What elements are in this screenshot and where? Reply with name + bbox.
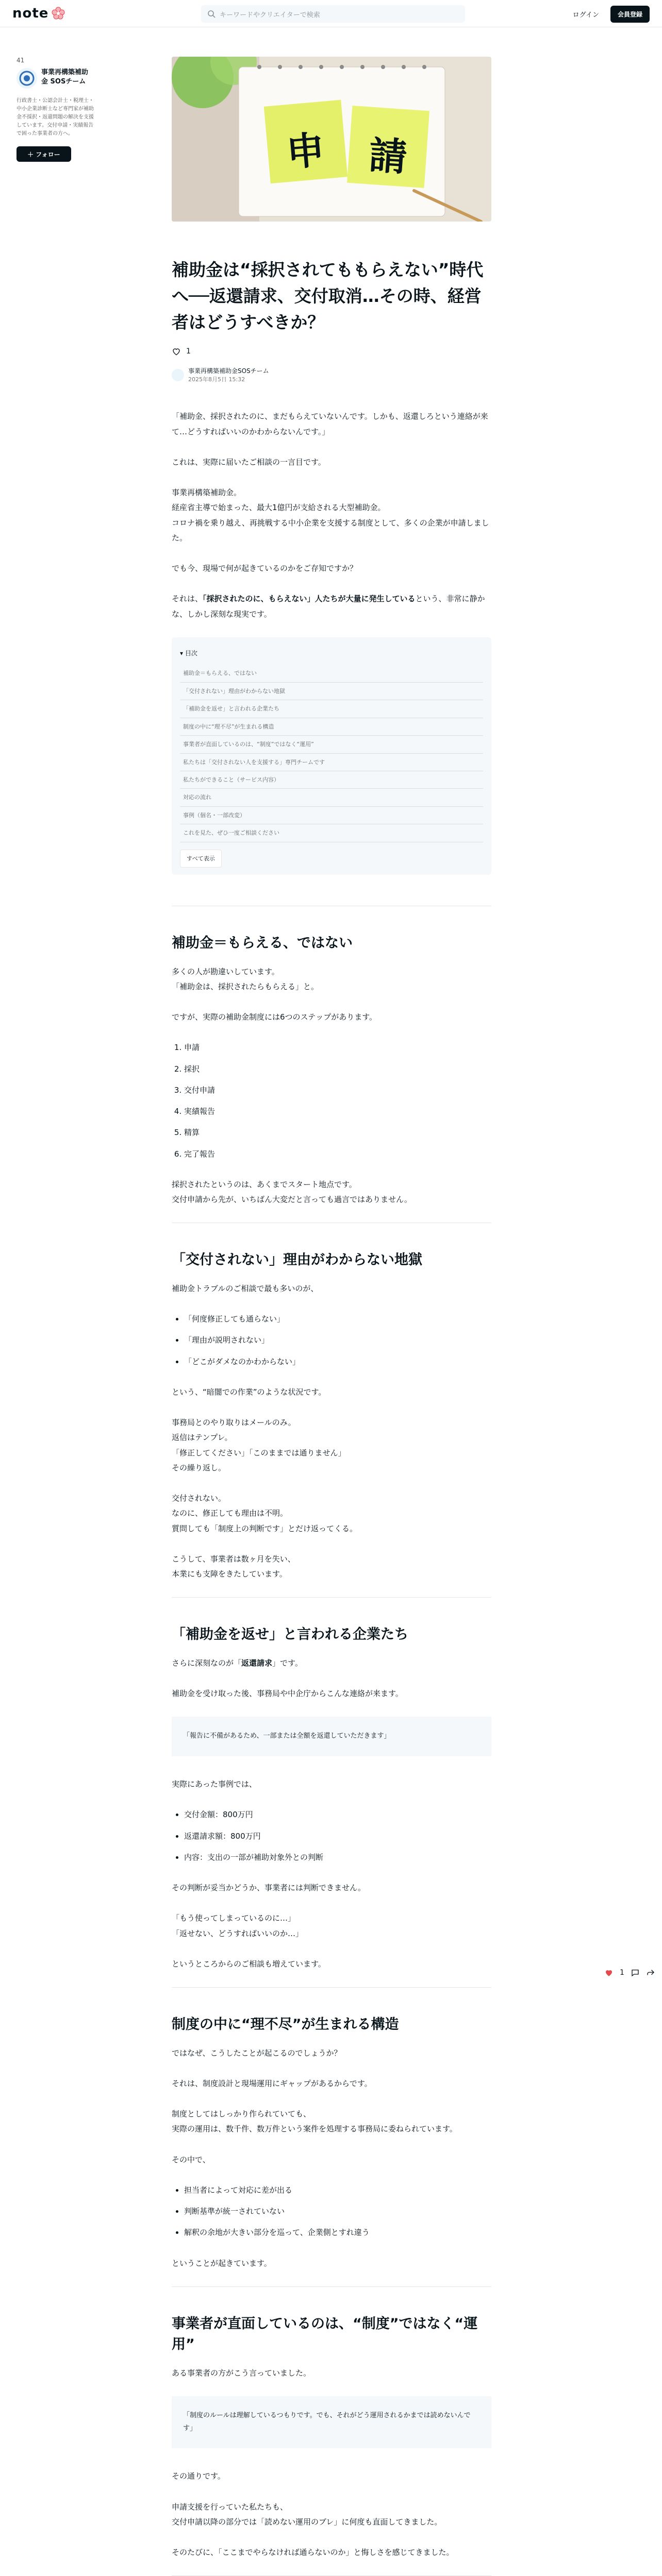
section-divider — [172, 2286, 491, 2287]
section-divider — [172, 1987, 491, 1988]
s2-p4: 交付されない。 なのに、修正しても理由は不明。 質問しても「制度上の判断です」とだけ返ってくる。 — [172, 1494, 358, 1533]
step-item: 4. 実績報告 — [184, 1104, 491, 1119]
author-avatar[interactable] — [16, 68, 37, 89]
intro-p3: 事業再構築補助金。 経産省主導で始まった、最大1億円が支給される大型補助金。 コロナ禍を乗り越え、再挑戦する中小企業を支援する制度として、多くの企業が申請しました。 — [172, 488, 489, 543]
login-link[interactable]: ログイン — [572, 11, 599, 19]
toc-item[interactable]: 制度の中に“理不尽”が生まれる構造 — [180, 718, 483, 736]
toc-item[interactable]: 事業者が直面しているのは、“制度”ではなく“運用” — [180, 736, 483, 753]
like-row — [172, 347, 491, 356]
header — [0, 0, 662, 27]
search-placeholder: キーワードやクリエイターで検索 — [220, 11, 320, 19]
hero-image — [172, 57, 491, 222]
s1-p3: 採択されたというのは、あくまでスタート地点です。 交付申請から先が、いちばん大変だと言っても過言ではありません。 — [172, 1179, 412, 1205]
plus-icon: ＋ — [27, 150, 34, 158]
s4-p3: 制度としてはしっかり作られていても、 実際の運用は、数千件、数万件という案件を処理する事務局に委ねられています。 — [172, 2109, 457, 2134]
steps-list — [184, 1040, 491, 1162]
article-author[interactable]: 事業再構築補助金SOSチーム — [188, 367, 269, 375]
s3-p1: さらに深刻なのが「返還請求」です。 — [172, 1658, 303, 1668]
share-icon[interactable] — [646, 1968, 655, 1977]
s2-p3: 事務局とのやり取りはメールのみ。 返信はテンプレ。 「修正してください」「このままでは通りません」 その繰り返し。 — [172, 1418, 346, 1472]
intro-p5 — [172, 591, 491, 622]
like-count[interactable]: 1 — [186, 347, 191, 356]
follow-label: フォロー — [36, 150, 60, 158]
step-item: 3. 交付申請 — [184, 1083, 491, 1098]
author-description: 行政書士・公認会計士・税理士・中小企業診断士など専門家が補助金不採択・返還問題の解決を支援しています。交付申請・実績報告で困った事業者の方へ。 — [16, 98, 94, 137]
quote-block: 「制度のルールは理解しているつもりです。でも、それがどう運用されるかまでは読めないんです」 — [172, 2396, 491, 2448]
s2-p2: という、“暗闇での作業”のような状況です。 — [172, 1387, 326, 1397]
problem-list — [184, 1312, 491, 1369]
intro-p2: これは、実際に届いたご相談の一言目です。 — [172, 457, 326, 467]
section-heading-5: 事業者が直面しているのは、“制度”ではなく“運用” — [172, 2315, 478, 2353]
quote-block: 「報告に不備があるため、一部または全額を返還していただきます」 — [172, 1717, 491, 1756]
toc-item[interactable]: 私たちができること（サービス内容） — [180, 771, 483, 789]
s3-p4: その判断が妥当かどうか、事業者には判断できません。 — [172, 1883, 366, 1893]
toc-item[interactable]: 「補助金を返せ」と言われる企業たち — [180, 700, 483, 718]
note-logo[interactable] — [12, 6, 65, 21]
case-list — [184, 1807, 491, 1865]
toc-item[interactable]: 対応の流れ — [180, 789, 483, 806]
step-item: 6. 完了報告 — [184, 1147, 491, 1162]
sidebar-count: 41 — [16, 57, 25, 64]
article-title: 補助金は“採択されてももらえない”時代へ──返還請求、交付取消…その時、経営者はどうすべきか？ — [172, 260, 484, 333]
author-avatar-small[interactable] — [172, 369, 184, 381]
table-of-contents — [172, 637, 491, 875]
signup-button[interactable]: 会員登録 — [610, 6, 650, 23]
article — [172, 57, 491, 2576]
cause-item: • 担当者によって対応に差が出る — [184, 2183, 491, 2198]
heart-icon[interactable] — [172, 347, 181, 356]
hero-char-1: 申 — [284, 127, 327, 176]
author-sidebar — [16, 57, 94, 162]
s3-p6: というところからのご相談も増えています。 — [172, 1959, 326, 1969]
search-input[interactable] — [201, 5, 465, 23]
s1-p2: ですが、実際の補助金制度には6つのステップがあります。 — [172, 1012, 377, 1022]
step-item: 5. 精算 — [184, 1125, 491, 1140]
s5-p1: ある事業者の方がこう言っていました。 — [172, 2368, 311, 2378]
author-row — [172, 366, 491, 383]
hero-illustration — [172, 57, 491, 222]
problem-item: • 「どこがダメなのかわからない」 — [184, 1354, 491, 1369]
s5-p4: そのたびに、「ここまでやらなければ通らないのか」と悔しさを感じてきました。 — [172, 2548, 454, 2557]
logo-text: note — [12, 6, 49, 21]
case-item: • 返還請求額：800万円 — [184, 1829, 491, 1844]
s1-p1: 多くの人が勘違いしています。 「補助金は、採択されたらもらえる」と。 — [172, 967, 319, 991]
author-name[interactable]: 事業再構築補助金 SOSチーム — [41, 69, 89, 86]
toc-show-all-button[interactable]: すべて表示 — [180, 850, 222, 868]
intro-p5-pre: それは、 — [172, 594, 203, 604]
case-item: • 内容：支出の一部が補助対象外との判断 — [184, 1850, 491, 1865]
toc-item[interactable]: これを見た、ぜひ一度ご相談ください — [180, 824, 483, 842]
article-date: 2025年8月5日 15:32 — [188, 376, 245, 383]
flower-icon — [52, 7, 65, 20]
intro-p5-strong: 「採択されたのに、もらえない」人たちが大量に発生している — [203, 594, 416, 604]
cause-item: • 判断基準が統一されていない — [184, 2204, 491, 2219]
s3-p2: 補助金を受け取った後、事務局や中企庁からこんな連絡が来ます。 — [172, 1689, 403, 1699]
article-body — [172, 409, 491, 2576]
s4-p1: ではなぜ、こうしたことが起こるのでしょうか？ — [172, 2048, 342, 2058]
s4-p2: それは、制度設計と現場運用にギャップがあるからです。 — [172, 2078, 372, 2088]
s3-p5: 「もう使ってしまっているのに…」 「返せない、どうすればいいのか…」 — [172, 1913, 304, 1938]
toc-item[interactable]: 「交付されない」理由がわからない地獄 — [180, 683, 483, 700]
toc-heading: ▾ 目次 — [180, 649, 197, 657]
hero-char-2: 請 — [367, 133, 409, 180]
cause-list — [184, 2183, 491, 2241]
section-heading-1: 補助金＝もらえる、ではない — [172, 935, 353, 952]
step-item: 2. 採択 — [184, 1062, 491, 1077]
s5-p3: 申請支援を行っていた私たちも、 交付申請以降の部分では「読めない運用のブレ」に何度も直面してきました。 — [172, 2502, 442, 2527]
toc-item[interactable]: 私たちは「交付されない人を支援する」専門チームです — [180, 754, 483, 771]
floating-like-count[interactable]: 1 — [620, 1969, 624, 1977]
toc-item[interactable]: 補助金＝もらえる、ではない — [180, 665, 483, 682]
section-divider — [172, 1597, 491, 1598]
s3-p3: 実際にあった事例では、 — [172, 1780, 257, 1789]
intro-p5-post: という、非常に静かな、しかし深刻な現実です。 — [172, 594, 485, 619]
s2-p5: こうして、事業者は数ヶ月を失い、 本業にも支障をきたしています。 — [172, 1554, 295, 1579]
floating-actions — [604, 1968, 655, 1977]
step-item: 1. 申請 — [184, 1040, 491, 1055]
case-item: • 交付金額：800万円 — [184, 1807, 491, 1822]
cause-item: • 解釈の余地が大きい部分を巡って、企業側とすれ違う — [184, 2225, 491, 2240]
s4-p4: その中で、 — [172, 2155, 210, 2164]
section-heading-3: 「補助金を返せ」と言われる企業たち — [172, 1626, 408, 1643]
problem-item: • 「理由が説明されない」 — [184, 1333, 491, 1348]
comment-icon[interactable] — [631, 1968, 640, 1977]
s4-p5: ということが起きています。 — [172, 2258, 272, 2268]
sos-logo-icon — [19, 71, 35, 86]
s5-p2: その通りです。 — [172, 2471, 225, 2481]
section-heading-2: 「交付されない」理由がわからない地獄 — [172, 1252, 422, 1268]
intro-p4: でも今、現場で何が起きているのかをご存知ですか？ — [172, 564, 358, 573]
follow-button[interactable] — [16, 146, 71, 162]
s2-p1: 補助金トラブルのご相談で最も多いのが、 — [172, 1283, 319, 1293]
heart-filled-icon[interactable] — [604, 1968, 614, 1977]
toc-item[interactable]: 事例（個名・一部改変） — [180, 807, 483, 824]
section-heading-4: 制度の中に“理不尽”が生まれる構造 — [172, 2016, 399, 2033]
intro-p1: 「補助金、採択されたのに、まだもらえていないんです。しかも、返還しろという連絡が来て…どうすればいいのかわからないんです。」 — [172, 412, 488, 436]
search-icon — [207, 10, 216, 18]
problem-item: • 「何度修正しても通らない」 — [184, 1312, 491, 1327]
